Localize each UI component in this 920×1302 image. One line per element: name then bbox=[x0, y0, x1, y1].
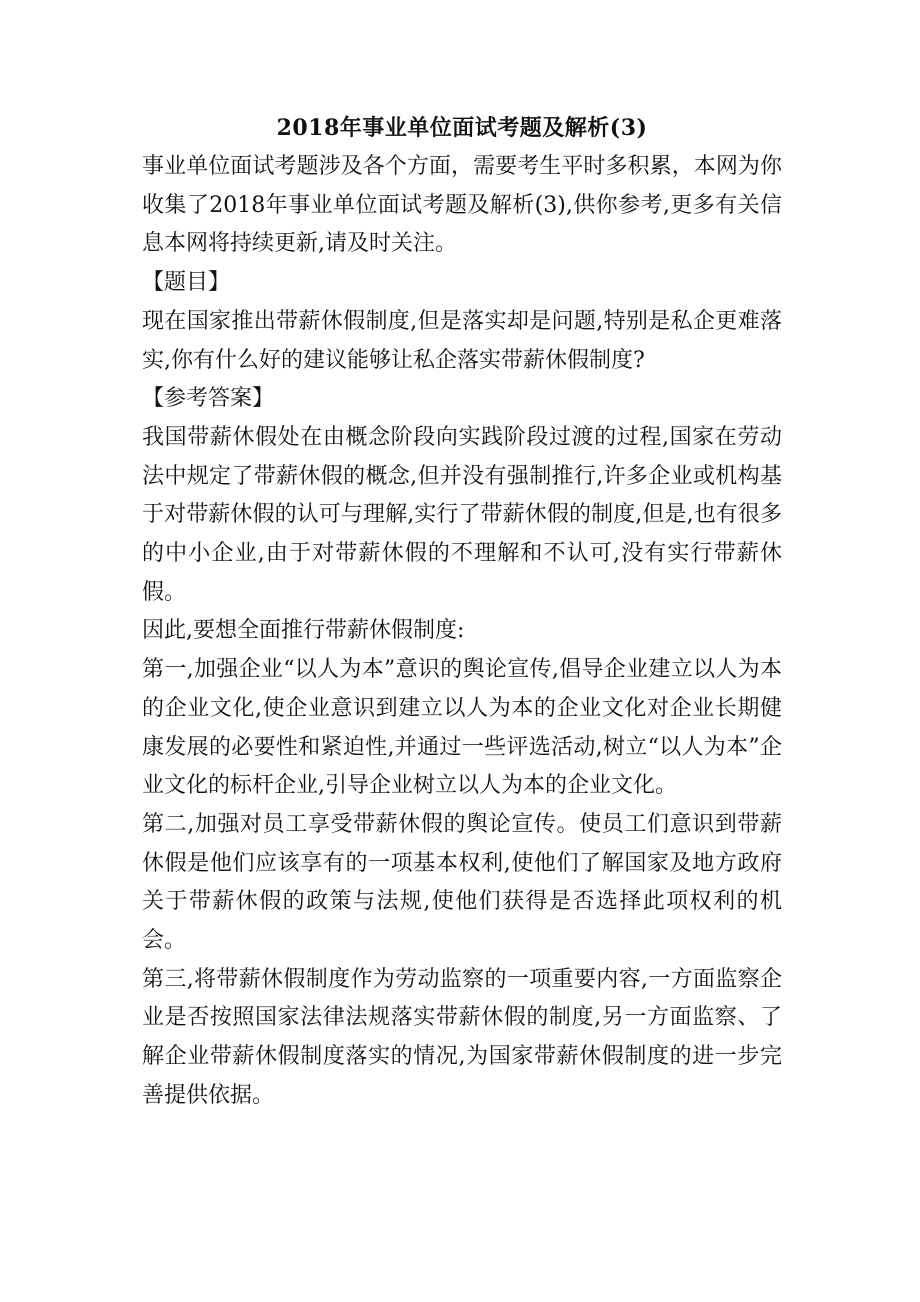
intro-paragraph: 事业单位面试考题涉及各个方面，需要考生平时多积累，本网为你收集了2018年事业单位面试考题及解析(3),供你参考,更多有关信息本网将持续更新,请及时关注。 bbox=[142, 154, 782, 257]
answer-point-2: 第二,加强对员工享受带薪休假的舆论宣传。使员工们意识到带薪休假是他们应该享有的一项基本权利,使他们了解国家及地方政府关于带薪休假的政策与法规,使他们获得是否选择此项权利的机会。 bbox=[142, 811, 782, 954]
answer-heading: 【参考答案】 bbox=[142, 386, 275, 412]
document-body bbox=[142, 110, 782, 1116]
answer-point-3: 第三,将带薪休假制度作为劳动监察的一项重要内容,一方面监察企业是否按照国家法律法规落实带薪休假的制度,另一方面监察、了解企业带薪休假制度落实的情况,为国家带薪休假制度的进一步完善提供依据。 bbox=[142, 966, 782, 1108]
question-heading: 【题目】 bbox=[142, 270, 231, 296]
answer-paragraph-lead: 因此,要想全面推行带薪休假制度: bbox=[142, 618, 465, 644]
answer-paragraph-background: 我国带薪休假处在由概念阶段向实践阶段过渡的过程,国家在劳动法中规定了带薪休假的概念,但并没有强制推行,许多企业或机构基于对带薪休假的认可与理解,实行了带薪休假的制度,但是,也有很多的中小企业,由于对带薪休假的不理解和不认可,没有实行带薪休假。 bbox=[142, 424, 782, 605]
question-paragraph: 现在国家推出带薪休假制度,但是落实却是问题,特别是私企更难落实,你有什么好的建议能够让私企落实带薪休假制度? bbox=[142, 308, 782, 373]
answer-point-1: 第一,加强企业“以人为本”意识的舆论宣传,倡导企业建立以人为本的企业文化,使企业意识到建立以人为本的企业文化对企业长期健康发展的必要性和紧迫性,并通过一些评选活动,树立“以人为本”企业文化的标杆企业,引导企业树立以人为本的企业文化。 bbox=[142, 657, 782, 799]
document-title: 2018年事业单位面试考题及解析(3) bbox=[276, 115, 648, 141]
